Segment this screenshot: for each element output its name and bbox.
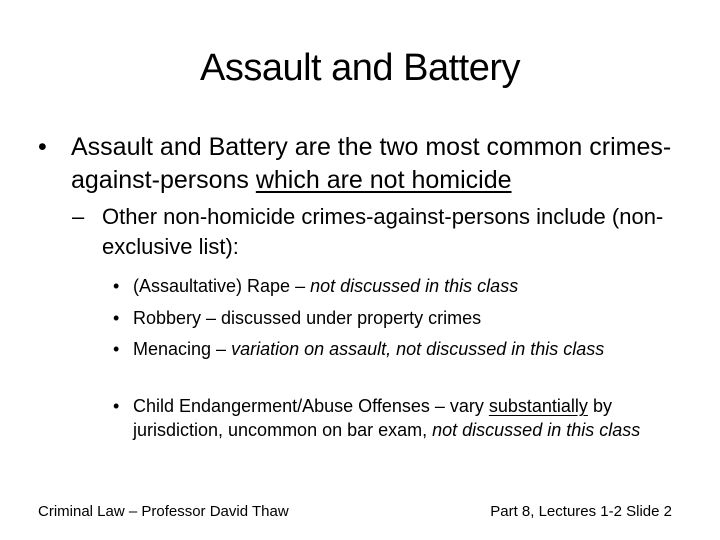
- list-item-text: [133, 337, 698, 361]
- slide-title: Assault and Battery: [199, 47, 520, 89]
- bullet-dot-icon: •: [113, 276, 120, 296]
- list-item-name: Child Endangerment/Abuse Offenses – vary: [133, 396, 489, 416]
- list-item-text: [133, 274, 698, 298]
- list-item-name: (Assaultative) Rape –: [133, 276, 311, 296]
- bullet-point-1-text: [71, 131, 698, 197]
- list-item-mid: by jurisdiction, uncommon on bar exam,: [133, 396, 612, 440]
- sub-point: [72, 202, 702, 262]
- sub-point-text: Other non-homicide crimes-against-persons include (non-exclusive list):: [102, 204, 664, 259]
- list-item: [113, 274, 698, 298]
- bullet-point-1-underlined: which are not homicide: [255, 166, 512, 194]
- list-item-name: Menacing –: [133, 339, 232, 359]
- list-item-underlined: substantially: [488, 396, 588, 416]
- list-item: [113, 394, 698, 442]
- bullet-dot-icon: •: [38, 133, 47, 161]
- list-item: [113, 337, 698, 361]
- bullet-dot-icon: •: [113, 308, 120, 328]
- list-item-note: variation on assault, not discussed in this class: [231, 339, 605, 359]
- bullet-point-1-main: Assault and Battery are the two most common crimes-against-persons: [71, 133, 672, 194]
- footer-course: Criminal Law – Professor David Thaw: [38, 503, 289, 520]
- footer-slide-number: Part 8, Lectures 1-2 Slide 2: [490, 503, 672, 520]
- bullet-dot-icon: •: [113, 339, 120, 359]
- bullet-point-1: [38, 131, 698, 197]
- dash-bullet-icon: –: [72, 204, 85, 229]
- list-item-note: not discussed in this class: [432, 420, 641, 440]
- list-item-text: Robbery – discussed under property crimes: [133, 308, 482, 328]
- list-item-text: [133, 394, 698, 442]
- list-item-note: not discussed in this class: [310, 276, 519, 296]
- bullet-dot-icon: •: [113, 396, 120, 416]
- list-item: [113, 306, 698, 330]
